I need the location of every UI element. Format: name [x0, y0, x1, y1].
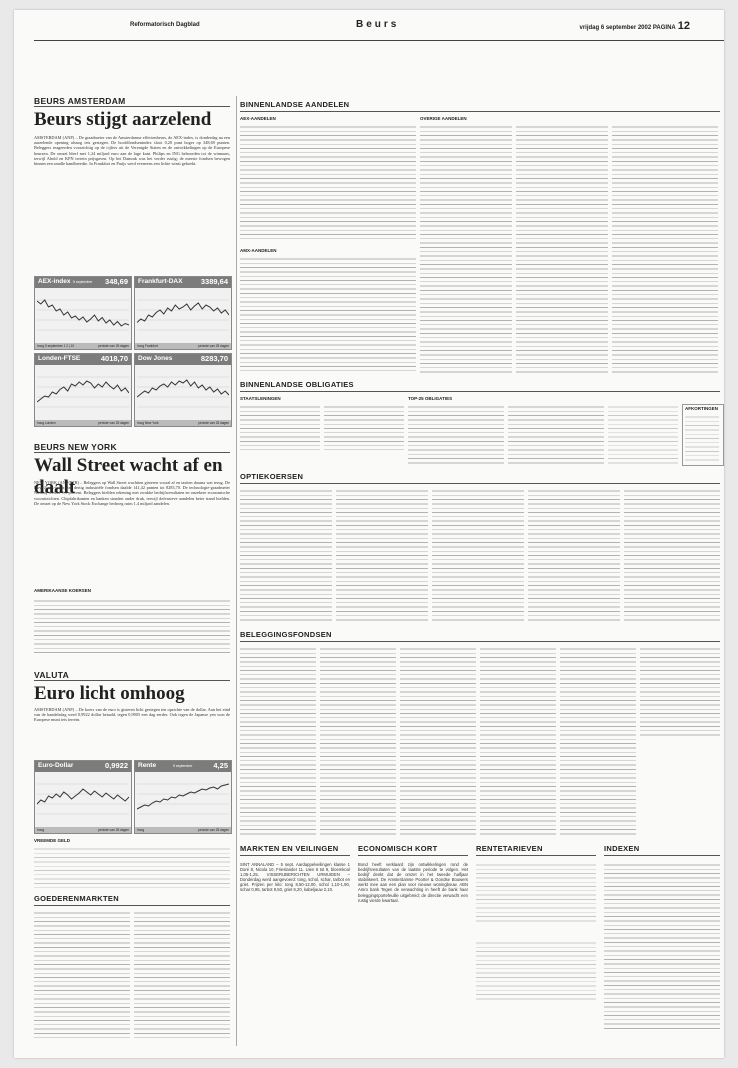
staatsleningen-table-1: [240, 404, 320, 450]
overige-aandelen-table-2: [516, 124, 608, 374]
newspaper-page: [14, 10, 724, 1058]
article-amsterdam: AMSTERDAM (ANP) – De graadmeter van de Amsterdamse effectenbeurs, de AEX-index, is donderdag na een aarzelende opening alsnog iets gestegen. De hoofdfondsenindex sloot 0,20 punt hoger op 348,69 punten. Beleggers reageerden voorzichtig op de cijfers uit de Verenigde Staten en de ontwikkelingen op de Europese beurzen. De omzet bleef met 1,24 miljard euro aan de lage kant. Philips en ING behoorden tot de winnaars, terwijl Ahold en KPN terrein prijsgaven. Op het Damrak was het verder rustig; de meeste fondsen bewogen binnen een smalle bandbreedte. In Frankfurt en Parijs werd eveneens een lichte winst geboekt.: [34, 135, 230, 167]
economisch-title: ECONOMISCH KORT: [358, 844, 468, 856]
page-number: 12: [677, 20, 690, 32]
optiekoersen-table-2: [336, 488, 428, 622]
optiekoersen-table-5: [624, 488, 720, 622]
amx-aandelen-title: AMX-AANDELEN: [240, 248, 277, 253]
newspaper-name: Reformatorisch Dagblad: [130, 22, 200, 28]
aex-aandelen-title: AEX-AANDELEN: [240, 116, 276, 121]
vreemde-geld-table: [34, 846, 230, 888]
divider: [34, 106, 230, 107]
kicker-newyork: BEURS NEW YORK: [34, 442, 117, 452]
afkortingen-title: AFKORTINGEN: [685, 406, 718, 411]
chart-ftse: Londen-FTSE 4018,70 hoog Londen periode van 25 dagen: [34, 353, 132, 427]
chart-dowjones: Dow Jones 8283,70 hoog New York periode van 25 dagen: [134, 353, 232, 427]
chart-eurodollar-line: [37, 774, 129, 824]
staatsleningen-table-2: [324, 404, 404, 450]
fondsen-table-1: [240, 646, 316, 836]
chart-series-line: [37, 381, 129, 402]
headline-valuta: Euro licht omhoog: [34, 683, 185, 704]
kicker-amsterdam: BEURS AMSTERDAM: [34, 96, 126, 106]
article-valuta: AMSTERDAM (ANP) – De koers van de euro is gisteren licht gestegen ten opzichte van de dollar. Aan het eind van de handelsdag werd 0,9922 dollar betaald, tegen 0,9905 een dag eerder. Ook tegen de Japanse yen won de Europese munt iets terrein.: [34, 707, 230, 723]
top25-table-1: [408, 404, 504, 466]
chart-aex-line: [37, 290, 129, 340]
headline-newyork: Wall Street wacht af en daalt: [34, 455, 223, 498]
beleggingsfondsen-title: BELEGGINGSFONDSEN: [240, 630, 720, 642]
optiekoersen-table-3: [432, 488, 524, 622]
date-page: vrijdag 6 september 2002 PAGINA 12: [579, 20, 690, 32]
rentetarieven-title: RENTETARIEVEN: [476, 844, 596, 856]
economisch-body: Bond heeft verklaard zijn ontwikkelingen rond de bedrijfsresultaten van de laatste periode te volgen. Het bedrijf denkt dat de omzet in het tweede halfjaar stabiliseert. De Amsterdamse Poorter & Gondse Bouwers werkt mee aan een plan voor nieuwe woningbouw. ABN Amro bank Tegen de verwachting in heeft de bank haar beleggingsportefeuille uitgebreid; de directie verwacht een rustig vierde kwartaal.: [358, 862, 468, 903]
aex-aandelen-table: [240, 124, 416, 242]
divider: [34, 452, 230, 453]
markten-body: SINT ANNALAND – 5 sept. Aardappelveilingen klasse 1 Doré 8, Nicola 10, Frieslander 11. Uien 6 tot 9, bloemkool 1,05-1,25. VISSERIJBERICHTEN URMUIDEN – Donderdag werd aangevoerd: tong, schol, schar, tarbot en griet. Prijzen per kilo: tong 8,50-12,00, schol 1,10-1,90, schar 0,95, tarbot 9,50, griet 6,20, kabeljauw 2,10.: [240, 862, 350, 893]
fondsen-table-3: [400, 646, 476, 836]
fondsen-table-4: [480, 646, 556, 836]
vreemde-geld-title: VREEMDE GELD: [34, 838, 71, 843]
top25-table-2: [508, 404, 604, 466]
amerikaanse-koersen-table: [34, 598, 230, 656]
fondsen-table-5: [560, 646, 636, 836]
chart-series-line: [137, 380, 229, 397]
pensioen-table: [476, 940, 596, 1000]
chart-eurodollar: Euro-Dollar 0,9922 hoog periode van 25 dagen: [34, 760, 132, 834]
amerikaanse-koersen-title: AMERIKAANSE KOERSEN: [34, 588, 92, 593]
chart-ftse-line: [37, 367, 129, 417]
indexen-title: INDEXEN: [604, 844, 720, 856]
top25-title: TOP-25 OBLIGATIES: [408, 396, 453, 401]
fondsen-table-2: [320, 646, 396, 836]
binnenlandse-aandelen-title: BINNENLANDSE AANDELEN: [240, 100, 720, 112]
amx-aandelen-table: [240, 256, 416, 374]
afkortingen-list: [685, 414, 719, 462]
binnenlandse-obligaties-title: BINNENLANDSE OBLIGATIES: [240, 380, 720, 392]
optiekoersen-table-1: [240, 488, 332, 622]
afkortingen-box: [682, 404, 724, 466]
goederenmarkten-title: GOEDERENMARKTEN: [34, 894, 230, 906]
chart-series-line: [137, 303, 229, 323]
column-divider: [236, 96, 237, 1046]
chart-series-line: [37, 300, 129, 326]
chart-dax-line: [137, 290, 229, 340]
dividend-table: [608, 404, 678, 464]
chart-aex: AEX-index 5 september 348,69 hoog 5 september 1 2 | 10 periode van 25 dagen: [34, 276, 132, 350]
optiekoersen-title: OPTIEKOERSEN: [240, 472, 720, 484]
indexen-table: [604, 862, 720, 1030]
divider: [34, 680, 230, 681]
page-header: [34, 10, 724, 41]
kicker-valuta: VALUTA: [34, 670, 70, 680]
headline-amsterdam: Beurs stijgt aarzelend: [34, 109, 212, 130]
chart-rente-line: [137, 774, 229, 824]
overige-aandelen-table-3: [612, 124, 718, 374]
chart-series-line: [37, 789, 129, 804]
rentetarieven-table: [476, 862, 596, 922]
goederen-table-left: [34, 910, 130, 1040]
staatsleningen-title: STAATSLENINGEN: [240, 396, 281, 401]
overige-aandelen-table-1: [420, 124, 512, 374]
section-name: Beurs: [356, 19, 400, 30]
chart-series-line: [137, 784, 229, 809]
article-newyork: NEW YORK (ANP/RTR) – Beleggers op Wall Street wachtten gisteren vooral af en tastten daarna wat terug. De Dow Jones-index van dertig industriële fondsen daalde 141,42 punten tot 8283,70. De technologie-graadmeter Nasdaq verloor 1,1 procent. Beleggers hielden rekening met zwakke bedrijfsresultaten en onzekere economische vooruitzichten. Chipfabrikanten en banken stonden onder druk, terwijl defensieve aandelen beter stand hielden. De omzet op de New York Stock Exchange bedroeg ruim 1,4 miljard aandelen.: [34, 480, 230, 506]
goederen-table-right: [134, 910, 230, 1040]
chart-dax: Frankfurt-DAX 3389,64 hoog Frankfurt periode van 25 dagen: [134, 276, 232, 350]
chart-rente: Rente 5 september 4,25 hoog periode van 25 dagen: [134, 760, 232, 834]
overige-aandelen-title: OVERIGE AANDELEN: [420, 116, 467, 121]
chart-dowjones-line: [137, 367, 229, 417]
optiekoersen-table-4: [528, 488, 620, 622]
fondsen-table-6: [640, 646, 720, 736]
markten-title: MARKTEN EN VEILINGEN: [240, 844, 350, 856]
